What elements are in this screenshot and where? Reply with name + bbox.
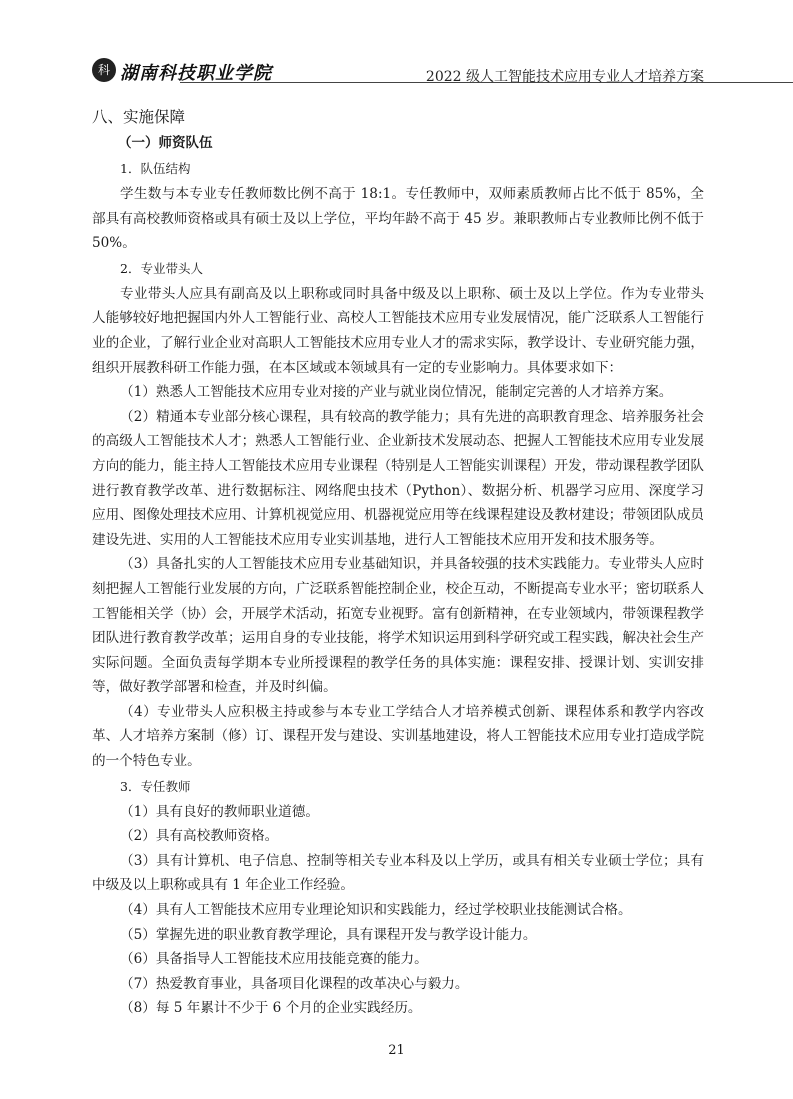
school-logo-icon: 科 <box>92 58 116 82</box>
paragraph-teacher-req-3: （3）具有计算机、电子信息、控制等相关专业本科及以上学历，或具有相关专业硕士学位；具有中级及以上职称或具有 1 年企业工作经验。 <box>92 852 704 894</box>
paragraph-leader-req-1: （1）熟悉人工智能技术应用专业对接的产业与就业岗位情况，能制定完善的人才培养方案。 <box>120 384 673 401</box>
paragraph-team-structure: 学生数与本专业专任教师数比例不高于 18:1。专任教师中，双师素质教师占比不低于 85%，全部具有高校教师资格或具有硕士及以上学位，平均年龄不高于 45 岁。兼职教师占专业教师比例不低于 50%。 <box>92 186 704 252</box>
section-heading: 八、实施保障 <box>92 108 186 126</box>
paragraph-teacher-req-6: （6）具备指导人工智能技术应用技能竞赛的能力。 <box>120 951 428 968</box>
page-header <box>92 56 704 84</box>
page-body <box>92 104 704 1021</box>
paragraph-leader-intro: 专业带头人应具有副高及以上职称或同时具备中级及以上职称、硕士及以上学位。作为专业带头人能够较好地把握国内外人工智能行业、高校人工智能技术应用专业发展情况，能广泛联系人工智能行业的企业，了解行业企业对高职人工智能技术应用专业人才的需求实际，教学设计、专业研究能力强，组织开展教科研工作能力强，在本区域或本领域具有一定的专业影响力。具体要求如下： <box>92 285 704 376</box>
page-number: 21 <box>388 1043 405 1058</box>
paragraph-teacher-req-5: （5）掌握先进的职业教育教学理论，具有课程开发与教学设计能力。 <box>120 926 537 943</box>
item-heading-program-leader: 2．专业带头人 <box>120 260 203 276</box>
document-title: 2022 级人工智能技术应用专业人才培养方案 <box>425 69 704 85</box>
paragraph-leader-req-2: （2）精通本专业部分核心课程，具有较高的教学能力；具有先进的高职教育理念、培养服务社会的高级人工智能技术人才；熟悉人工智能行业、企业新技术发展动态、把握人工智能技术应用专业发展方向的能力，能主持人工智能技术应用专业课程（特别是人工智能实训课程）开发，带动课程教学团队进行教育教学改革、进行数据标注、网络爬虫技术（Python）、数据分析、机器学习应用、深度学习应用、图像处理技术应用、计算机视觉应用、机器视觉应用等在线课程建设及教材建设；带领团队成员建设先进、实用的人工智能技术应用专业实训基地，进行人工智能技术应用开发和技术服务等。 <box>92 408 704 548</box>
school-name-logo: 湖南科技职业学院 <box>120 63 272 84</box>
item-heading-full-time-teachers: 3．专任教师 <box>120 778 191 794</box>
paragraph-leader-req-4: （4）专业带头人应积极主持或参与本专业工学结合人才培养模式创新、课程体系和教学内容改革、人才培养方案制（修）订、课程开发与建设、实训基地建设，将人工智能技术应用专业打造成学院的一个特色专业。 <box>92 703 704 770</box>
item-heading-team-structure: 1．队伍结构 <box>120 161 191 176</box>
paragraph-teacher-req-4: （4）具有人工智能技术应用专业理论知识和实践能力，经过学校职业技能测试合格。 <box>120 902 632 919</box>
paragraph-teacher-req-8: （8）每 5 年累计不少于 6 个月的企业实践经历。 <box>120 1000 422 1017</box>
paragraph-teacher-req-2: （2）具有高校教师资格。 <box>120 828 279 845</box>
paragraph-leader-req-3: （3）具备扎实的人工智能技术应用专业基础知识，并具备较强的技术实践能力。专业带头人应时刻把握人工智能行业发展的方向，广泛联系智能控制企业，校企互动，不断提高专业水平；密切联系人工智能相关学（协）会，开展学术活动，拓宽专业视野。富有创新精神，在专业领域内，带领课程教学团队进行教育教学改革；运用自身的专业技能，将学术知识运用到科学研究或工程实践，解决社会生产实际问题。全面负责每学期本专业所授课程的教学任务的具体实施：课程安排、授课计划、实训安排等，做好教学部署和检查，并及时纠偏。 <box>92 556 704 696</box>
header-divider <box>180 82 793 83</box>
paragraph-teacher-req-1: （1）具有良好的教师职业道德。 <box>120 803 319 820</box>
paragraph-teacher-req-7: （7）热爱教育事业，具备项目化课程的改革决心与毅力。 <box>120 975 469 992</box>
subsection-heading: （一）师资队伍 <box>118 135 213 151</box>
